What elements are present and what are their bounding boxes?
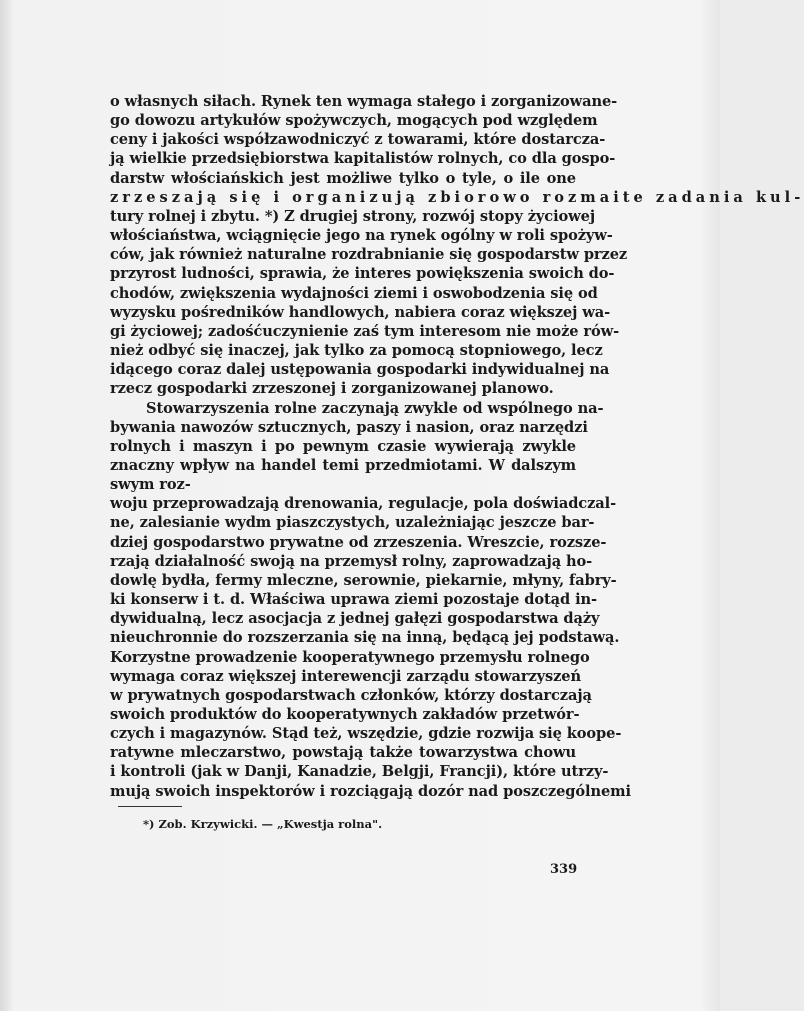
text-line: swoich produktów do kooperatywnych zakładów przetwór-	[110, 706, 580, 723]
text-line: dywidualną, lecz asocjacja z jednej gałęzi gospodarstwa dąży	[110, 610, 600, 628]
text-line: gi życiowej; zadośćuczynienie zaś tym interesom nie może rów-	[110, 322, 620, 340]
text-line: o własnych siłach. Rynek ten wymaga stałego i zorganizowane-	[110, 93, 618, 110]
text-line: woju przeprowadzają drenowania, regulacje, pola doświadczal-	[110, 495, 617, 513]
text-line: rzają działalność swoją na przemysł rolny, zaprowadzają ho-	[110, 552, 593, 570]
text-line: przyrost ludności, sprawia, że interes powiększenia swoich do-	[110, 265, 615, 283]
text-line: ją wielkie przedsiębiorstwa kapitalistów rolnych, co dla gospo-	[110, 150, 616, 168]
text-line: i kontroli (jak w Danji, Kanadzie, Belgji, Francji), które utrzy-	[110, 763, 609, 781]
text-line: idącego coraz dalej ustępowania gospodarki indywidualnej na	[110, 361, 610, 379]
text-line: chodów, zwiększenia wydajności ziemi i oswobodzenia się od	[110, 284, 598, 302]
text-line: włościaństwa, wciągnięcie jego na rynek ogólny w roli spożyw-	[110, 227, 613, 245]
text-line: nieuchronnie do rozszerzania się na inną, będącą jej podstawą.	[110, 629, 620, 647]
text-line: mują swoich inspektorów i rozciągają dozór nad poszczególnemi	[110, 782, 631, 800]
text-line: zrzeszają się i organizują zbiorowo rozmaite zadania kul-	[110, 188, 804, 206]
text-line: czych i magazynów. Stąd też, wszędzie, gdzie rozwija się koope-	[110, 725, 622, 743]
text-line: darstw włościańskich jest możliwe tylko o tyle, o ile one	[110, 169, 576, 187]
text-line: wymaga coraz większej interewencji zarządu stowarzyszeń	[110, 667, 582, 685]
text-line: ceny i jakości współzawodniczyć z towarami, które dostarcza-	[110, 131, 606, 149]
text-line: dziej gospodarstwo prywatne od zrzeszenia. Wreszcie, rozsze-	[110, 533, 607, 551]
text-line: nież odbyć się inaczej, jak tylko za pomocą stopniowego, lecz	[110, 342, 603, 360]
text-line: go dowozu artykułów spożywczych, mogących pod względem	[110, 112, 598, 130]
text-line: Korzystne prowadzenie kooperatywnego przemysłu rolnego	[110, 648, 590, 666]
text-line: dowlę bydła, fermy mleczne, serownie, piekarnie, młyny, fabry-	[110, 571, 617, 589]
text-line: tury rolnej i zbytu. *) Z drugiej strony, rozwój stopy życiowej	[110, 207, 595, 225]
paragraph-start-line: Stowarzyszenia rolne zaczynają zwykle od wspólnego na-	[146, 399, 604, 417]
text-line: bywania nawozów sztucznych, paszy i nasion, oraz narzędzi	[110, 418, 588, 436]
footnote-divider	[118, 806, 182, 807]
text-line: rolnych i maszyn i po pewnym czasie wywierają zwykle znaczny wpływ na handel temi przedmiotami. W dalszym swym roz-	[110, 437, 576, 494]
footnote: *) Zob. Krzywicki. — „Kwestja rolna".	[143, 817, 383, 831]
text-line: wyzysku pośredników handlowych, nabiera coraz większej wa-	[110, 303, 611, 321]
body-text	[110, 92, 804, 801]
text-line: ratywne mleczarstwo, powstają także towarzystwa chowu	[110, 744, 576, 762]
text-line: ców, jak również naturalne rozdrabnianie się gospodarstw przez	[110, 246, 628, 264]
text-line: ki konserw i t. d. Właściwa uprawa ziemi pozostaje dotąd in-	[110, 591, 598, 609]
text-line: ne, zalesianie wydm piaszczystych, uzależniając jeszcze bar-	[110, 514, 595, 532]
text-line: w prywatnych gospodarstwach członków, którzy dostarczają	[110, 686, 592, 704]
page-number: 339	[550, 862, 578, 877]
text-line: rzecz gospodarki zrzeszonej i zorganizowanej planowo.	[110, 380, 554, 398]
